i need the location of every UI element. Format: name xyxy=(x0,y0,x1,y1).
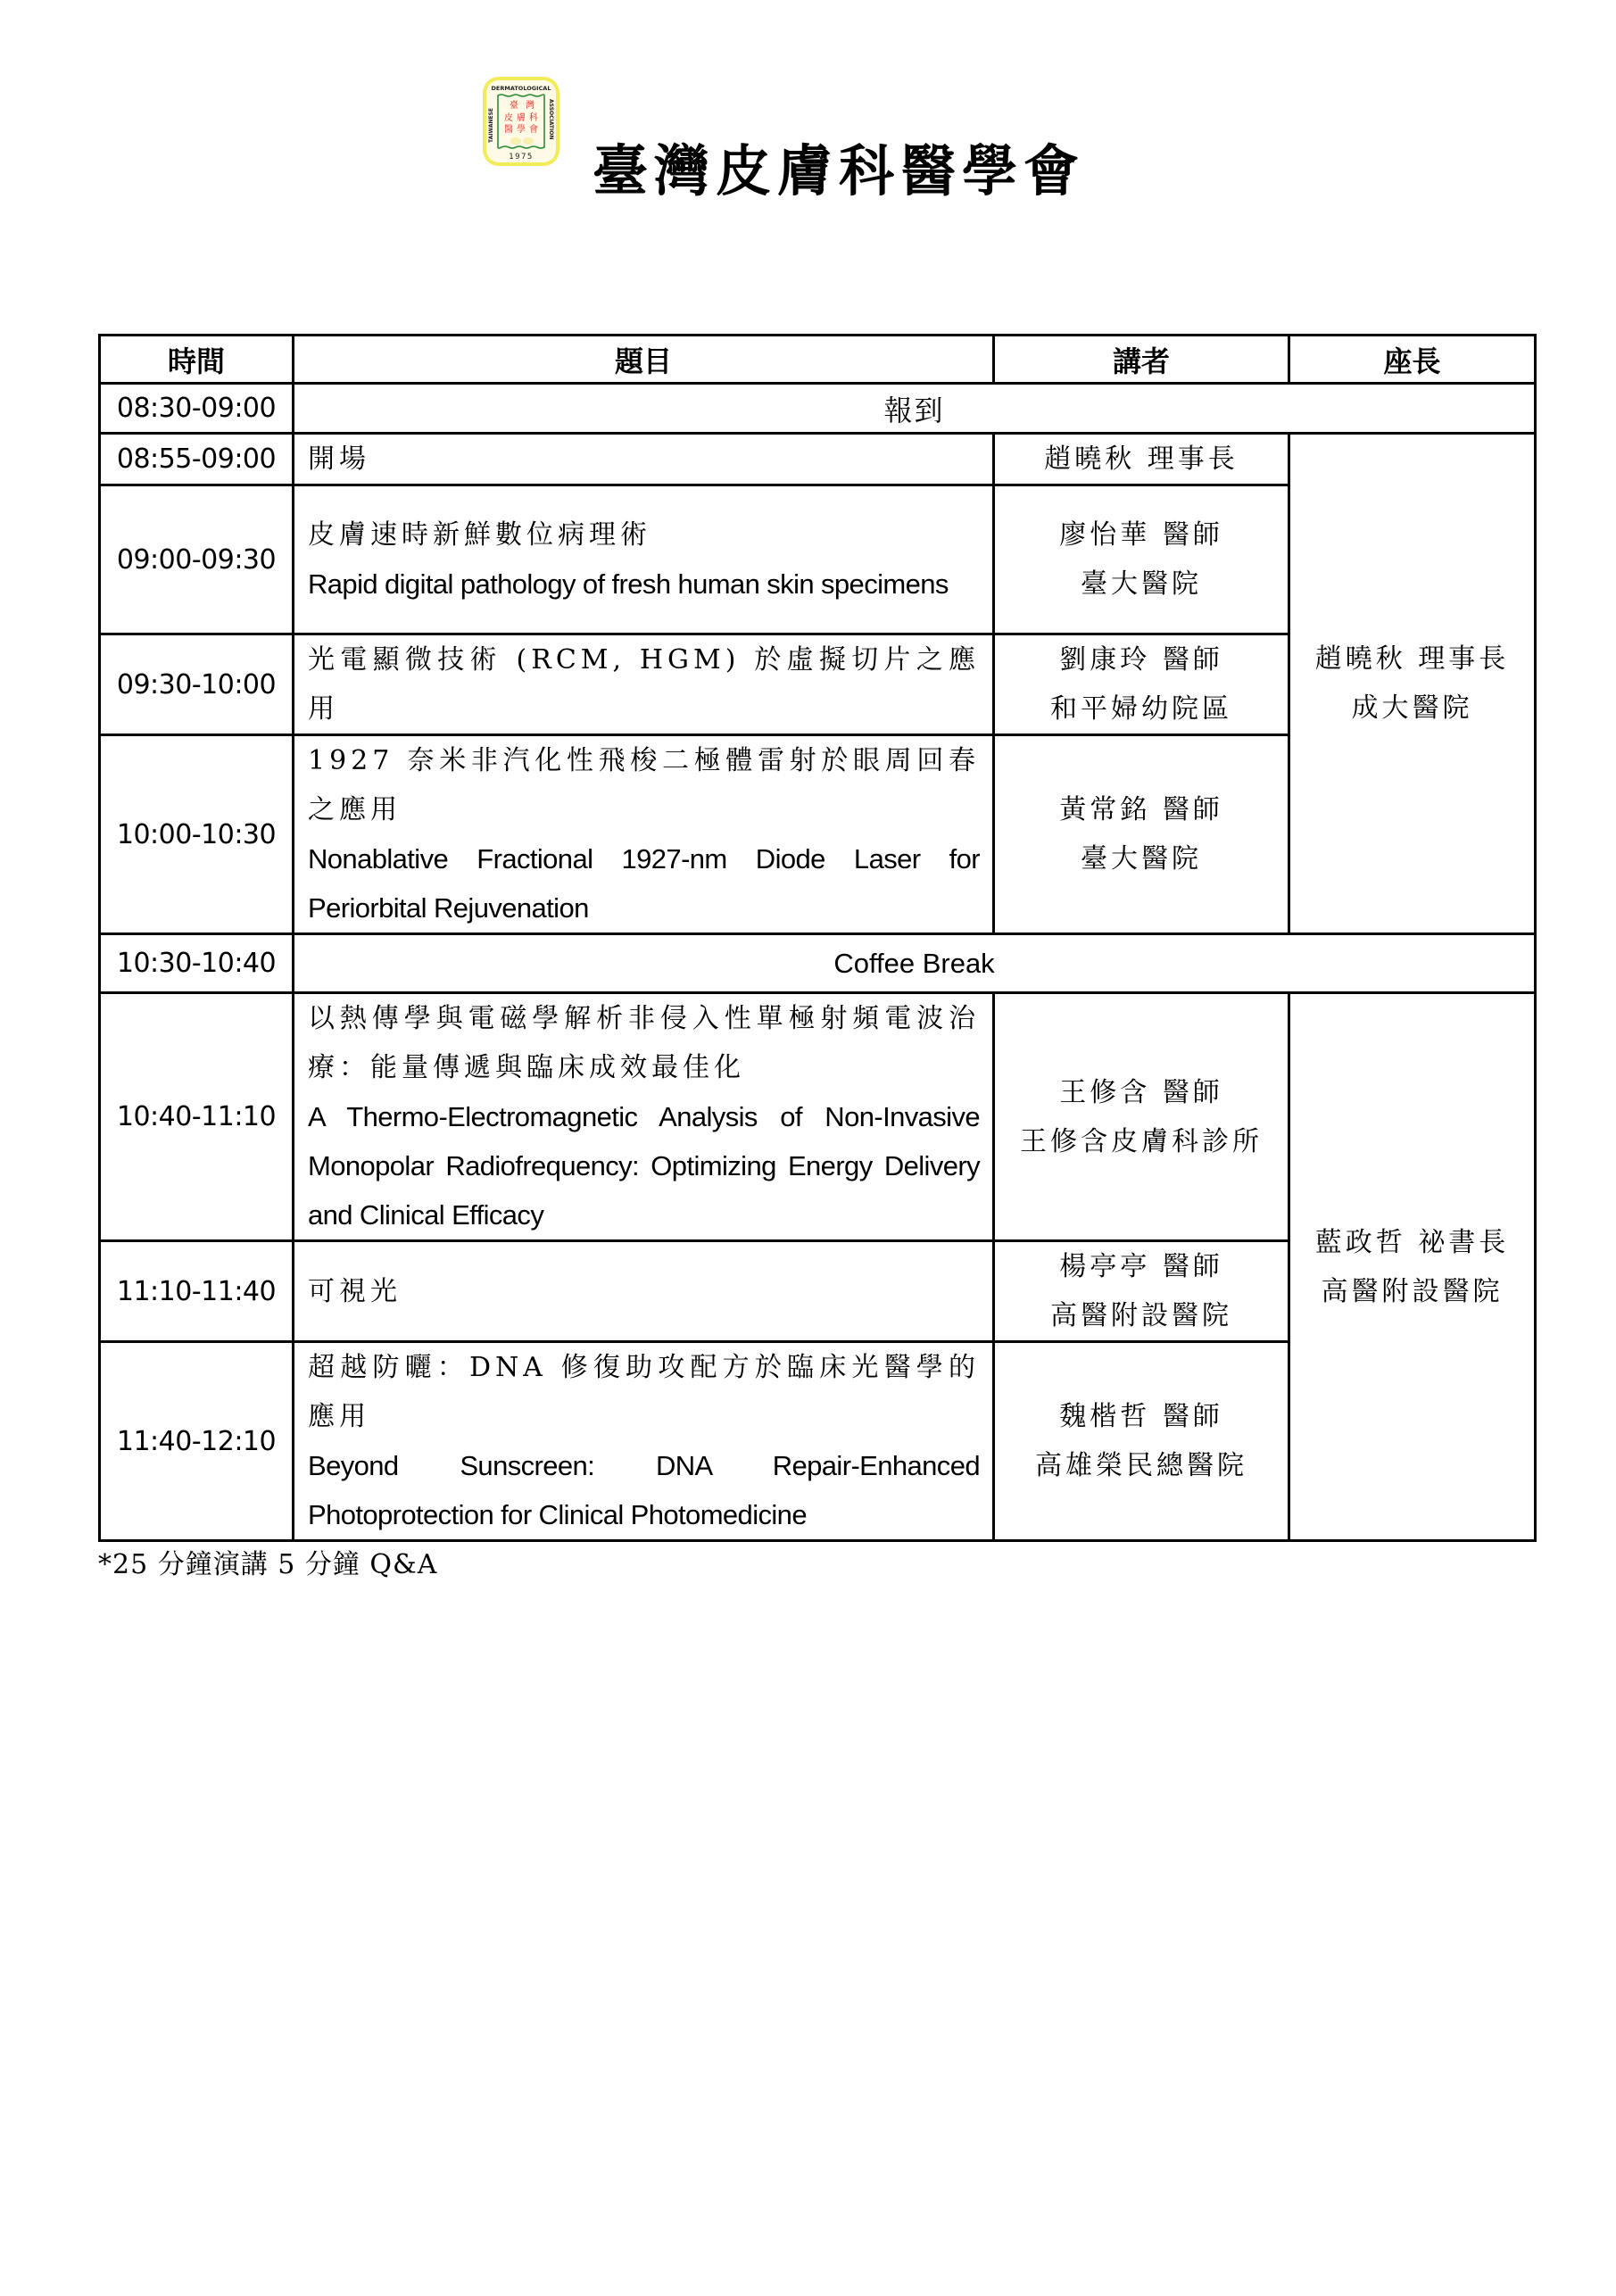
time-cell: 10:40-11:10 xyxy=(100,993,294,1241)
page-title: 臺灣皮膚科醫學會 xyxy=(593,138,1086,203)
speaker-name: 楊亭亭 醫師 xyxy=(1059,1251,1223,1282)
table-row xyxy=(100,384,1536,434)
logo-year: 1975 xyxy=(509,153,534,162)
topic-zh: 可視光 xyxy=(308,1275,402,1307)
header-time: 時間 xyxy=(100,336,294,384)
logo-ring-right: ASSOCIATION xyxy=(548,99,554,140)
logo-ring-left: TAIWANESE xyxy=(488,107,494,143)
header-topic: 題目 xyxy=(294,336,994,384)
logo-char: 會 xyxy=(529,125,538,135)
footnote: *25 分鐘演講 5 分鐘 Q&A xyxy=(98,1549,438,1580)
topic-cell xyxy=(294,993,994,1241)
chair-affiliation: 高醫附設醫院 xyxy=(1321,1275,1504,1307)
speaker-name: 黃常銘 醫師 xyxy=(1059,794,1223,825)
topic-cell xyxy=(294,1241,994,1342)
speaker-cell xyxy=(994,993,1289,1241)
speaker-cell xyxy=(994,485,1289,634)
topic-cell xyxy=(294,735,994,934)
table-row xyxy=(100,993,1536,1241)
speaker-affiliation: 王修含皮膚科診所 xyxy=(1020,1125,1263,1157)
time-cell: 10:30-10:40 xyxy=(100,934,294,993)
schedule-table xyxy=(98,334,1537,1542)
table-header-row xyxy=(100,336,1536,384)
association-logo xyxy=(482,76,560,167)
speaker-affiliation: 臺大醫院 xyxy=(1081,843,1202,874)
time-cell: 09:00-09:30 xyxy=(100,485,294,634)
logo-char: 灣 xyxy=(526,101,535,111)
time-cell: 08:30-09:00 xyxy=(100,384,294,434)
table-row xyxy=(100,934,1536,993)
speaker-cell xyxy=(994,735,1289,934)
table-row xyxy=(100,434,1536,485)
speaker-affiliation: 高醫附設醫院 xyxy=(1050,1300,1232,1331)
logo-char: 學 xyxy=(517,125,526,135)
speaker-name: 王修含 醫師 xyxy=(1059,1076,1223,1108)
time-cell: 08:55-09:00 xyxy=(100,434,294,485)
chair-name: 藍政哲 祕書長 xyxy=(1314,1226,1510,1258)
speaker-affiliation: 臺大醫院 xyxy=(1081,568,1202,600)
topic-zh: 以熱傳學與電磁學解析非侵入性單極射頻電波治療：能量傳遞與臨床成效最佳化 xyxy=(308,1003,980,1083)
chair-cell xyxy=(1289,434,1536,934)
topic-zh: 開場 xyxy=(308,443,370,475)
speaker-cell xyxy=(994,1342,1289,1541)
logo-char: 醫 xyxy=(504,125,513,135)
header-speaker: 講者 xyxy=(994,336,1289,384)
time-cell: 09:30-10:00 xyxy=(100,634,294,735)
topic-en: Rapid digital pathology of fresh human skin specimens xyxy=(308,568,949,600)
time-cell: 11:10-11:40 xyxy=(100,1241,294,1342)
topic-cell xyxy=(294,1342,994,1541)
speaker-affiliation: 高雄榮民總醫院 xyxy=(1035,1450,1247,1481)
coffee-break-cell: Coffee Break xyxy=(294,934,1536,993)
speaker-cell xyxy=(994,434,1289,485)
chair-affiliation: 成大醫院 xyxy=(1351,692,1473,724)
topic-en: Beyond Sunscreen: DNA Repair-Enhanced Photoprotection for Clinical Photomedicine xyxy=(308,1450,980,1530)
logo-ring-top: DERMATOLOGICAL xyxy=(491,85,551,92)
chair-name: 趙曉秋 理事長 xyxy=(1314,643,1510,675)
chair-cell xyxy=(1289,993,1536,1541)
speaker-name: 魏楷哲 醫師 xyxy=(1059,1401,1223,1432)
logo-char: 皮 xyxy=(504,113,513,123)
speaker-name: 廖怡華 醫師 xyxy=(1059,519,1223,551)
topic-zh: 超越防曬：DNA 修復助攻配方於臨床光醫學的應用 xyxy=(308,1352,980,1432)
topic-zh: 光電顯微技術 (RCM, HGM) 於虛擬切片之應用 xyxy=(308,644,980,725)
header-chair: 座長 xyxy=(1289,336,1536,384)
topic-zh: 皮膚速時新鮮數位病理術 xyxy=(308,519,651,551)
speaker-name: 劉康玲 醫師 xyxy=(1059,644,1223,676)
speaker-cell xyxy=(994,634,1289,735)
speaker-cell xyxy=(994,1241,1289,1342)
logo-char: 膚 xyxy=(517,113,526,123)
time-cell: 11:40-12:10 xyxy=(100,1342,294,1541)
topic-cell xyxy=(294,434,994,485)
speaker-affiliation: 和平婦幼院區 xyxy=(1050,693,1232,725)
logo-char: 臺 xyxy=(510,101,518,111)
topic-cell xyxy=(294,485,994,634)
logo-char: 科 xyxy=(529,113,538,123)
registration-cell: 報到 xyxy=(294,384,1536,434)
topic-zh: 1927 奈米非汽化性飛梭二極體雷射於眼周回春之應用 xyxy=(308,745,980,825)
topic-en: Nonablative Fractional 1927-nm Diode Laser for Periorbital Rejuvenation xyxy=(308,843,980,924)
topic-en: A Thermo-Electromagnetic Analysis of Non-Invasive Monopolar Radiofrequency: Optimizing Energy Delivery and Clinical Efficacy xyxy=(308,1101,980,1231)
time-cell: 10:00-10:30 xyxy=(100,735,294,934)
topic-cell xyxy=(294,634,994,735)
speaker-name: 趙曉秋 理事長 xyxy=(1044,443,1239,475)
